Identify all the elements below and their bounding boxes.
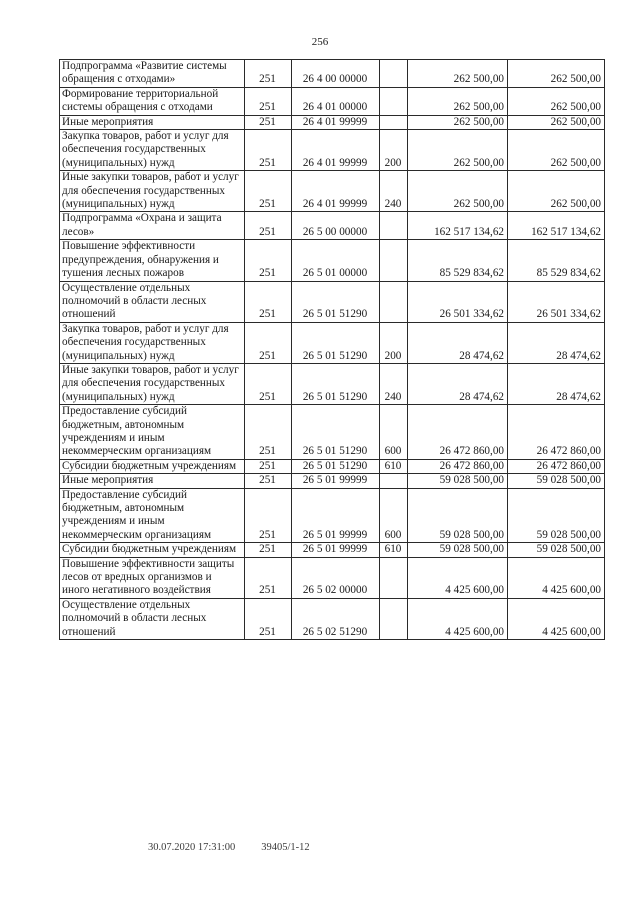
row-amount-1: 59 028 500,00	[408, 543, 508, 557]
row-name: Иные мероприятия	[60, 115, 245, 129]
row-target-code: 26 4 01 99999	[292, 130, 380, 171]
page-number: 256	[311, 36, 329, 48]
table-row	[60, 60, 605, 88]
row-admin-code: 251	[245, 474, 292, 488]
row-amount-2: 4 425 600,00	[508, 598, 605, 639]
row-target-code: 26 4 01 99999	[292, 171, 380, 212]
row-amount-1: 4 425 600,00	[408, 557, 508, 598]
row-name: Иные мероприятия	[60, 474, 245, 488]
row-amount-1: 262 500,00	[408, 60, 508, 88]
table-row	[60, 363, 605, 404]
table-row	[60, 281, 605, 322]
row-amount-2: 28 474,62	[508, 322, 605, 363]
table-row	[60, 212, 605, 240]
row-target-code: 26 5 02 51290	[292, 598, 380, 639]
row-admin-code: 251	[245, 60, 292, 88]
row-amount-2: 262 500,00	[508, 60, 605, 88]
row-amount-1: 262 500,00	[408, 115, 508, 129]
row-amount-2: 262 500,00	[508, 115, 605, 129]
table-row	[60, 474, 605, 488]
row-amount-2: 26 472 860,00	[508, 405, 605, 460]
row-expense-type	[380, 115, 408, 129]
row-expense-type: 240	[380, 363, 408, 404]
row-expense-type	[380, 87, 408, 115]
row-admin-code: 251	[245, 87, 292, 115]
row-expense-type: 600	[380, 405, 408, 460]
row-amount-2: 262 500,00	[508, 130, 605, 171]
table-row	[60, 459, 605, 473]
row-amount-1: 262 500,00	[408, 87, 508, 115]
row-amount-2: 26 472 860,00	[508, 459, 605, 473]
row-target-code: 26 5 01 51290	[292, 281, 380, 322]
row-target-code: 26 5 01 51290	[292, 363, 380, 404]
budget-table	[59, 59, 605, 640]
row-amount-2: 162 517 134,62	[508, 212, 605, 240]
row-admin-code: 251	[245, 459, 292, 473]
row-admin-code: 251	[245, 130, 292, 171]
row-target-code: 26 4 01 00000	[292, 87, 380, 115]
row-target-code: 26 5 01 51290	[292, 405, 380, 460]
row-amount-1: 85 529 834,62	[408, 240, 508, 281]
row-amount-2: 28 474,62	[508, 363, 605, 404]
table-row	[60, 405, 605, 460]
row-amount-1: 59 028 500,00	[408, 474, 508, 488]
row-expense-type	[380, 212, 408, 240]
row-admin-code: 251	[245, 405, 292, 460]
row-expense-type: 610	[380, 459, 408, 473]
row-expense-type: 240	[380, 171, 408, 212]
row-name: Иные закупки товаров, работ и услуг для обеспечения государственных (муниципальных) нужд	[60, 363, 245, 404]
row-expense-type: 200	[380, 130, 408, 171]
row-amount-1: 26 472 860,00	[408, 405, 508, 460]
budget-table-body	[60, 60, 605, 640]
footer	[148, 842, 310, 853]
row-amount-1: 28 474,62	[408, 322, 508, 363]
row-expense-type	[380, 474, 408, 488]
row-amount-2: 59 028 500,00	[508, 543, 605, 557]
row-expense-type: 610	[380, 543, 408, 557]
row-admin-code: 251	[245, 363, 292, 404]
table-row	[60, 171, 605, 212]
row-target-code: 26 5 01 51290	[292, 322, 380, 363]
row-target-code: 26 5 01 99999	[292, 543, 380, 557]
row-name: Осуществление отдельных полномочий в области лесных отношений	[60, 598, 245, 639]
row-name: Субсидии бюджетным учреждениям	[60, 543, 245, 557]
row-target-code: 26 5 00 00000	[292, 212, 380, 240]
row-admin-code: 251	[245, 598, 292, 639]
row-admin-code: 251	[245, 281, 292, 322]
row-amount-2: 59 028 500,00	[508, 474, 605, 488]
row-name: Закупка товаров, работ и услуг для обеспечения государственных (муниципальных) нужд	[60, 322, 245, 363]
row-expense-type	[380, 240, 408, 281]
row-amount-2: 262 500,00	[508, 171, 605, 212]
row-admin-code: 251	[245, 488, 292, 543]
row-admin-code: 251	[245, 240, 292, 281]
row-amount-1: 59 028 500,00	[408, 488, 508, 543]
row-expense-type: 600	[380, 488, 408, 543]
row-amount-1: 262 500,00	[408, 130, 508, 171]
row-target-code: 26 4 01 99999	[292, 115, 380, 129]
row-amount-2: 85 529 834,62	[508, 240, 605, 281]
row-name: Закупка товаров, работ и услуг для обеспечения государственных (муниципальных) нужд	[60, 130, 245, 171]
row-target-code: 26 5 02 00000	[292, 557, 380, 598]
row-name: Подпрограмма «Охрана и защита лесов»	[60, 212, 245, 240]
table-row	[60, 87, 605, 115]
row-amount-1: 4 425 600,00	[408, 598, 508, 639]
row-name: Повышение эффективности защиты лесов от вредных организмов и иного негативного воздействия	[60, 557, 245, 598]
table-row	[60, 115, 605, 129]
table-row	[60, 598, 605, 639]
row-admin-code: 251	[245, 212, 292, 240]
row-name: Предоставление субсидий бюджетным, автономным учреждениям и иным некоммерческим организациям	[60, 488, 245, 543]
row-expense-type	[380, 60, 408, 88]
row-admin-code: 251	[245, 171, 292, 212]
row-target-code: 26 5 01 00000	[292, 240, 380, 281]
row-amount-2: 26 501 334,62	[508, 281, 605, 322]
footer-doc-number: 39405/1-12	[261, 842, 310, 853]
row-target-code: 26 5 01 99999	[292, 474, 380, 488]
table-row	[60, 488, 605, 543]
row-name: Формирование территориальной системы обращения с отходами	[60, 87, 245, 115]
table-row	[60, 557, 605, 598]
row-name: Осуществление отдельных полномочий в области лесных отношений	[60, 281, 245, 322]
row-name: Повышение эффективности предупреждения, обнаружения и тушения лесных пожаров	[60, 240, 245, 281]
row-amount-2: 262 500,00	[508, 87, 605, 115]
table-row	[60, 240, 605, 281]
row-expense-type: 200	[380, 322, 408, 363]
row-admin-code: 251	[245, 322, 292, 363]
row-amount-1: 162 517 134,62	[408, 212, 508, 240]
table-row	[60, 130, 605, 171]
row-amount-2: 4 425 600,00	[508, 557, 605, 598]
row-target-code: 26 5 01 51290	[292, 459, 380, 473]
table-row	[60, 322, 605, 363]
row-amount-1: 28 474,62	[408, 363, 508, 404]
row-amount-1: 262 500,00	[408, 171, 508, 212]
row-expense-type	[380, 557, 408, 598]
table-row	[60, 543, 605, 557]
row-expense-type	[380, 281, 408, 322]
row-expense-type	[380, 598, 408, 639]
row-name: Подпрограмма «Развитие системы обращения с отходами»	[60, 60, 245, 88]
row-amount-2: 59 028 500,00	[508, 488, 605, 543]
row-amount-1: 26 501 334,62	[408, 281, 508, 322]
row-admin-code: 251	[245, 115, 292, 129]
row-admin-code: 251	[245, 543, 292, 557]
row-target-code: 26 4 00 00000	[292, 60, 380, 88]
row-target-code: 26 5 01 99999	[292, 488, 380, 543]
row-name: Иные закупки товаров, работ и услуг для обеспечения государственных (муниципальных) нужд	[60, 171, 245, 212]
row-name: Предоставление субсидий бюджетным, автономным учреждениям и иным некоммерческим организациям	[60, 405, 245, 460]
footer-datetime: 30.07.2020 17:31:00	[148, 842, 236, 853]
row-name: Субсидии бюджетным учреждениям	[60, 459, 245, 473]
row-amount-1: 26 472 860,00	[408, 459, 508, 473]
row-admin-code: 251	[245, 557, 292, 598]
